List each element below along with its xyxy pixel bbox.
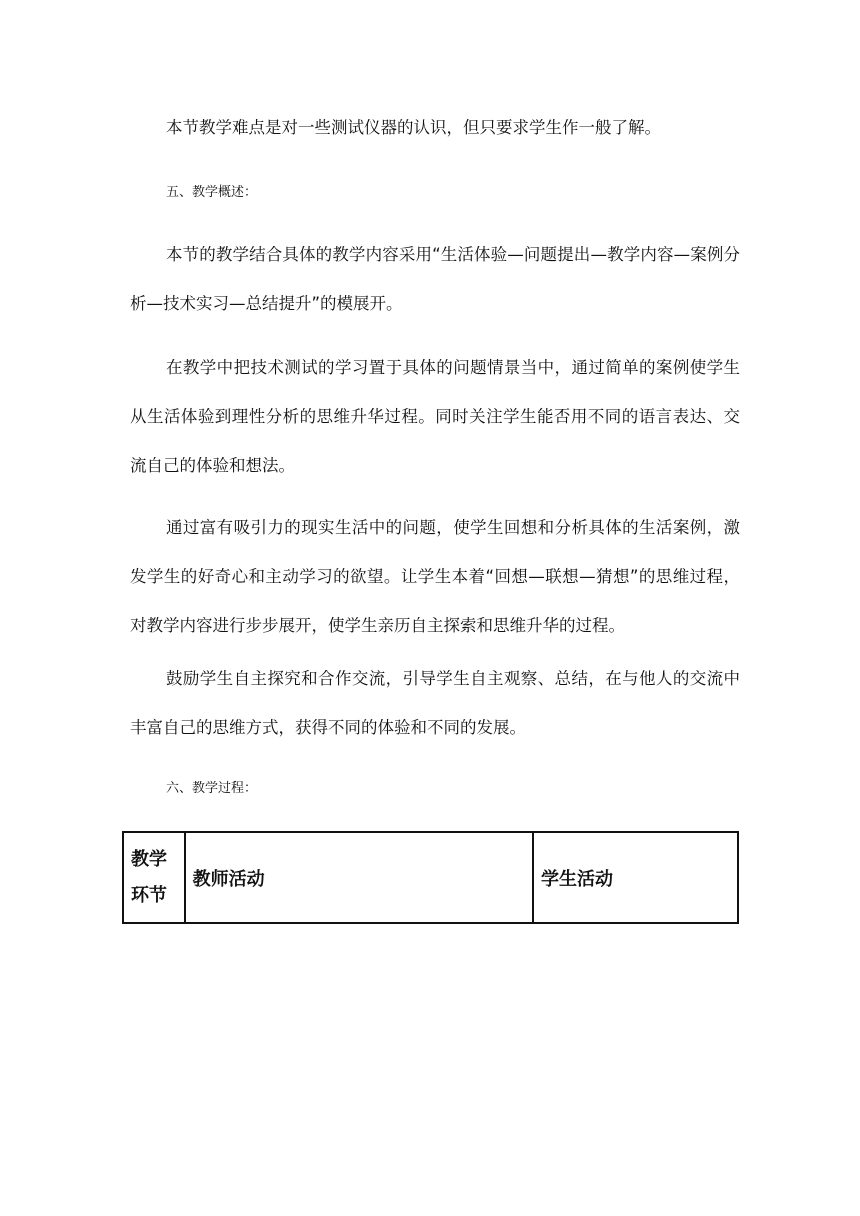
paragraph-teaching-mode: 本节的教学结合具体的教学内容采用“生活体验—问题提出—教学内容—案例分析—技术实习—总结提升”的模展开。 bbox=[130, 245, 740, 313]
header-teaching-stage: 教学环节 bbox=[123, 832, 185, 923]
section-heading-process: 六、教学过程： bbox=[166, 781, 258, 796]
teaching-process-table bbox=[122, 831, 739, 924]
paragraph-real-life: 通过富有吸引力的现实生活中的问题，使学生回想和分析具体的生活案例，激发学生的好奇心和主动学习的欲望。让学生本着“回想—联想—猜想”的思维过程，对教学内容进行步步展开，使学生亲历自主探索和思维升华的过程。 bbox=[130, 518, 740, 635]
paragraph-problem-situation: 在教学中把技术测试的学习置于具体的问题情景当中，通过简单的案例使学生从生活体验到理性分析的思维升华过程。同时关注学生能否用不同的语言表达、交流自己的体验和想法。 bbox=[130, 358, 740, 475]
table-header-row bbox=[123, 832, 738, 923]
section-heading-overview: 五、教学概述： bbox=[166, 185, 258, 200]
paragraph-encourage: 鼓励学生自主探究和合作交流，引导学生自主观察、总结，在与他人的交流中丰富自己的思维方式，获得不同的体验和不同的发展。 bbox=[130, 669, 740, 737]
header-teacher-activity: 教师活动 bbox=[185, 832, 533, 923]
header-student-activity: 学生活动 bbox=[533, 832, 738, 923]
paragraph-difficulty: 本节教学难点是对一些测试仪器的认识，但只要求学生作一般了解。 bbox=[166, 118, 661, 137]
